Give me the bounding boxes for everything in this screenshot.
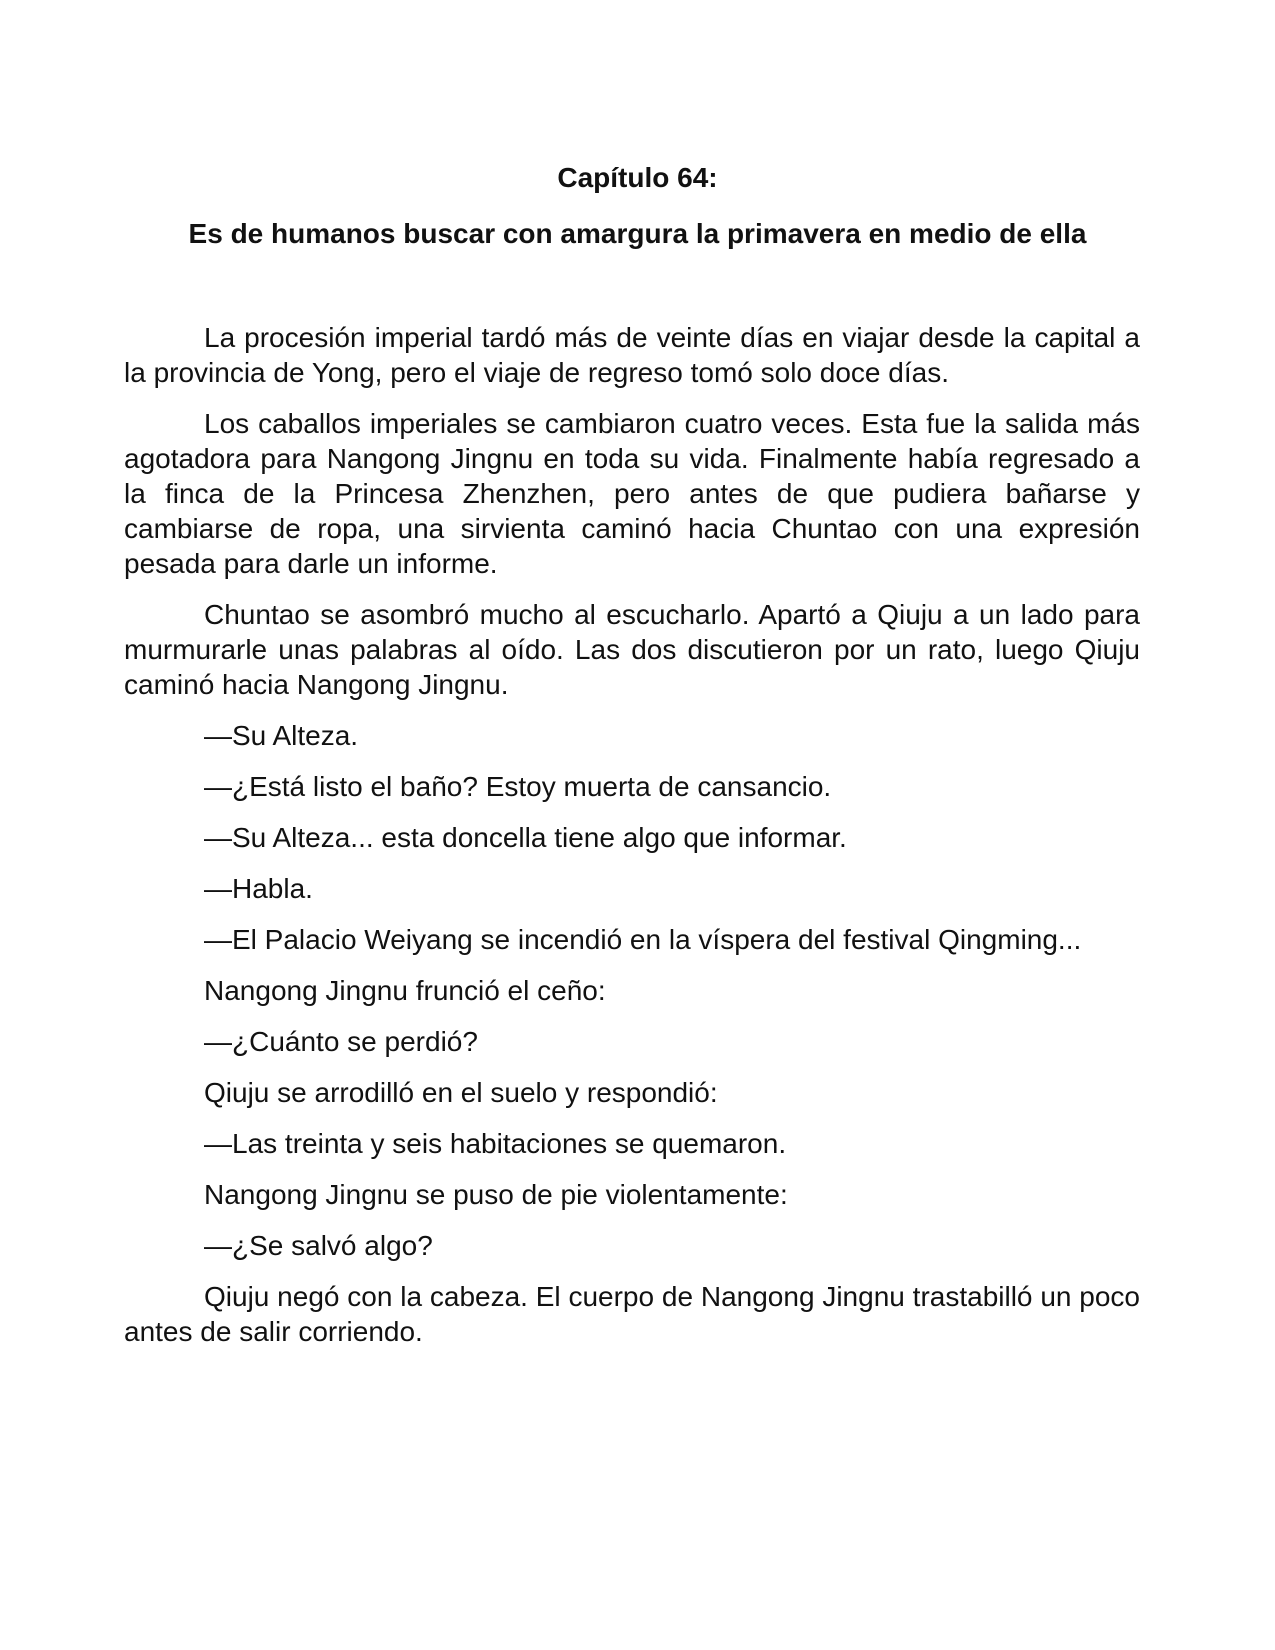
chapter-title: Es de humanos buscar con amargura la primavera en medio de ella	[188, 218, 1087, 249]
paragraph: Los caballos imperiales se cambiaron cuatro veces. Esta fue la salida más agotadora para Nangong Jingnu en toda su vida. Finalmente había regresado a la finca de la Princesa Zhenzhen, pero antes de que pudiera bañarse y cambiarse de ropa, una sirvienta caminó hacia Chuntao con una expresión pesada para darle un informe.	[124, 408, 1140, 579]
dialogue-line: —¿Se salvó algo?	[204, 1230, 433, 1261]
dialogue-line: —Su Alteza.	[204, 720, 359, 751]
dialogue-line: —Su Alteza... esta doncella tiene algo que informar.	[204, 822, 847, 853]
chapter-number: Capítulo 64:	[557, 162, 718, 193]
dialogue-line: —Habla.	[204, 873, 313, 904]
chapter-body	[124, 320, 1140, 1365]
paragraph: Qiuju se arrodilló en el suelo y respondió:	[204, 1077, 718, 1108]
dialogue-line: —¿Cuánto se perdió?	[204, 1026, 478, 1057]
paragraph: Chuntao se asombró mucho al escucharlo. Apartó a Qiuju a un lado para murmurarle unas palabras al oído. Las dos discutieron por un rato, luego Qiuju caminó hacia Nangong Jingnu.	[124, 599, 1140, 700]
paragraph: Qiuju negó con la cabeza. El cuerpo de Nangong Jingnu trastabilló un poco antes de salir corriendo.	[124, 1281, 1140, 1347]
paragraph: Nangong Jingnu se puso de pie violentamente:	[204, 1179, 788, 1210]
dialogue-line: —¿Está listo el baño? Estoy muerta de cansancio.	[204, 771, 832, 802]
dialogue-line: —Las treinta y seis habitaciones se quemaron.	[204, 1128, 787, 1159]
dialogue-line: —El Palacio Weiyang se incendió en la víspera del festival Qingming...	[204, 924, 1082, 955]
paragraph: Nangong Jingnu frunció el ceño:	[204, 975, 606, 1006]
paragraph: La procesión imperial tardó más de veinte días en viajar desde la capital a la provincia de Yong, pero el viaje de regreso tomó solo doce días.	[124, 322, 1140, 388]
